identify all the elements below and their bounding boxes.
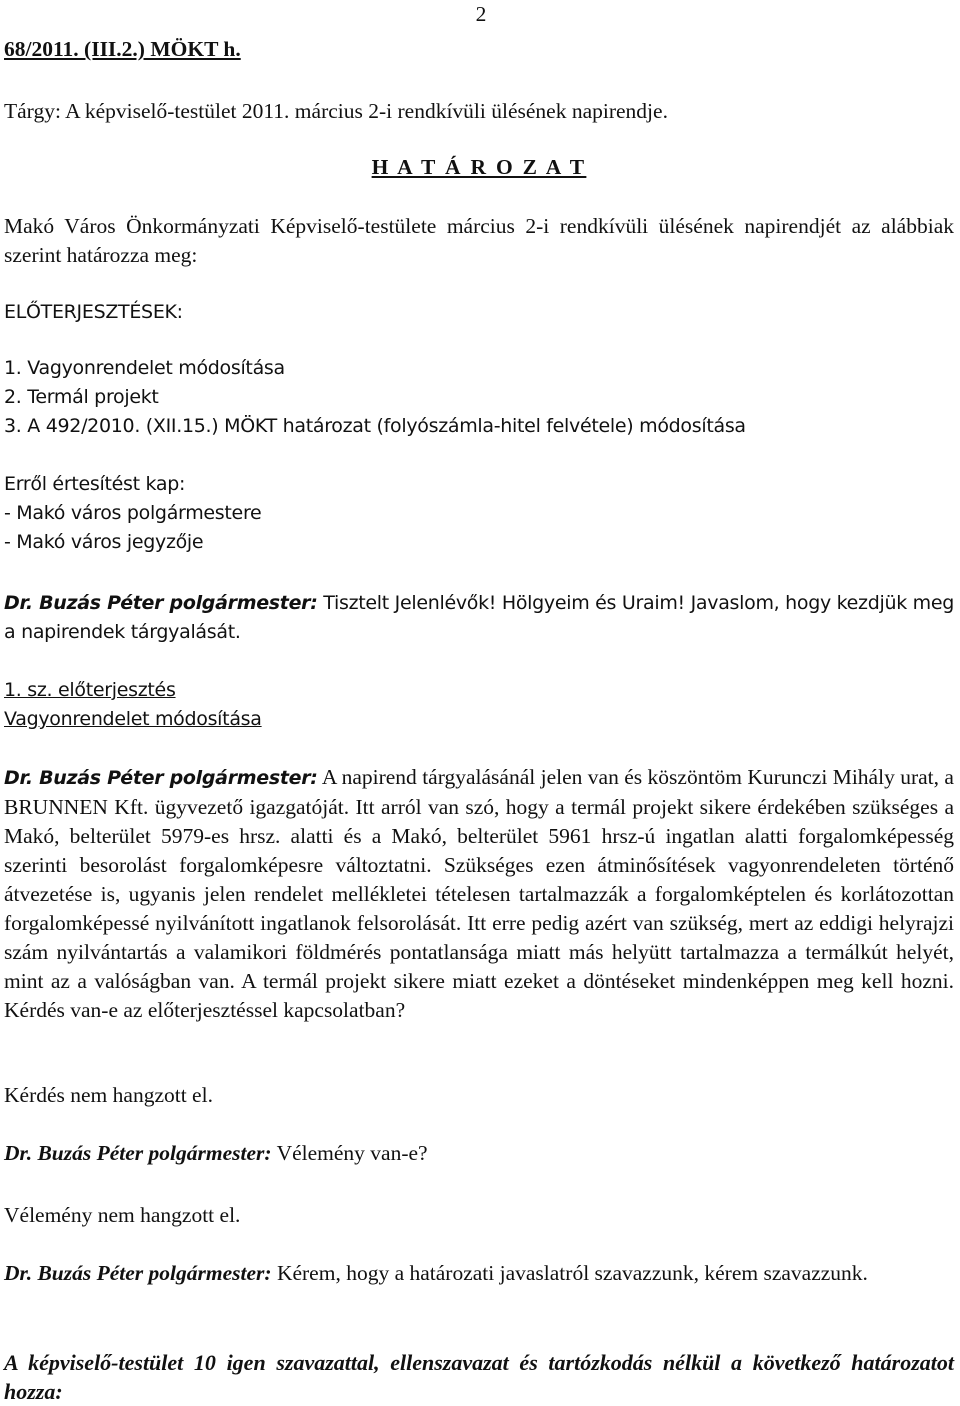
subject-line: Tárgy: A képviselő-testület 2011. március 2-i rendkívüli ülésének napirendje. (4, 99, 668, 123)
speech-paragraph-3 (4, 1139, 954, 1168)
speech-text: Vélemény van-e? (276, 1141, 428, 1165)
notify-label: Erről értesítést kap: (4, 473, 186, 495)
speaker-name: Dr. Buzás Péter polgármester: (4, 1141, 272, 1165)
speech-text: Tisztelt Jelenlévők! Hölgyeim és Uraim! Javaslom, hogy kezdjük meg a napirendek tárgyalását. (4, 592, 955, 643)
speaker-name: Dr. Buzás Péter polgármester: (4, 1261, 272, 1285)
speaker-name: Dr. Buzás Péter polgármester: (4, 592, 318, 614)
speech-text: Kérem, hogy a határozati javaslatról szavazzunk, kérem szavazzunk. (276, 1261, 868, 1285)
notification-block (4, 470, 954, 557)
speaker-name: Dr. Buzás Péter polgármester: (4, 767, 318, 789)
no-opinion-note: Vélemény nem hangzott el. (4, 1203, 241, 1227)
proposal-item: 1. Vagyonrendelet módosítása (4, 357, 285, 379)
decision-text: Makó Város Önkormányzati Képviselő-testülete március 2-i rendkívüli ülésének napirendjét az alábbiak szerint határozza meg: (4, 214, 954, 267)
vote-result: A képviselő-testület 10 igen szavazattal, ellenszavazat és tartózkodás nélkül a következő határozatot hozza: (4, 1350, 954, 1404)
proposals-label: ELŐTERJESZTÉSEK: (4, 301, 183, 323)
decision-heading: H A T Á R O Z A T (371, 155, 587, 179)
proposals-list (4, 354, 954, 441)
item-number: 1. sz. előterjesztés (4, 679, 176, 701)
proposal-item: 2. Termál projekt (4, 386, 159, 408)
speech-paragraph-1 (4, 589, 954, 647)
notify-item: - Makó város polgármestere (4, 502, 262, 524)
no-question-note: Kérdés nem hangzott el. (4, 1083, 213, 1107)
page-number: 2 (475, 2, 487, 26)
item-title: Vagyonrendelet módosítása (4, 708, 262, 730)
resolution-reference: 68/2011. (III.2.) MÖKT h. (4, 37, 241, 61)
proposal-item: 3. A 492/2010. (XII.15.) MÖKT határozat (folyószámla-hitel felvétele) módosítása (4, 415, 746, 437)
agenda-item-heading (4, 676, 954, 734)
speech-text: A napirend tárgyalásánál jelen van és köszöntöm Kurunczi Mihály urat, a BRUNNEN Kft. ügyvezető igazgatóját. Itt arról van szó, hogy a termál projekt sikere érdekében szükséges a Makó, belterület 5979-es hrsz. alatti és a Makó, belterület 5961 hrsz-ú ingatlan alatti forgalomképesség szerinti besorolást forgalomképesre változtatni. Szükséges ezen átminősítések vagyonrendeleten történő átvezetése is, ugyanis jelen rendelet mellékletei tételesen tartalmazzák a forgalomképtelen és korlátozottan forgalomképessé nyilvánított ingatlanok felsorolását. Itt erre pedig azért van szükség, mert az eddigi helyrajzi szám nyilvántartás a valamikori földmérés pontatlansága miatt más helyütt tartalmazza a termálkút helyét, mint az a valóságban van. A termál projekt sikere miatt ezeket a döntéseket mindenképpen meg kell hozni. Kérdés van-e az előterjesztéssel kapcsolatban? (4, 765, 954, 1022)
speech-paragraph-2 (4, 763, 954, 1025)
speech-paragraph-4 (4, 1259, 954, 1288)
notify-item: - Makó város jegyzője (4, 531, 204, 553)
